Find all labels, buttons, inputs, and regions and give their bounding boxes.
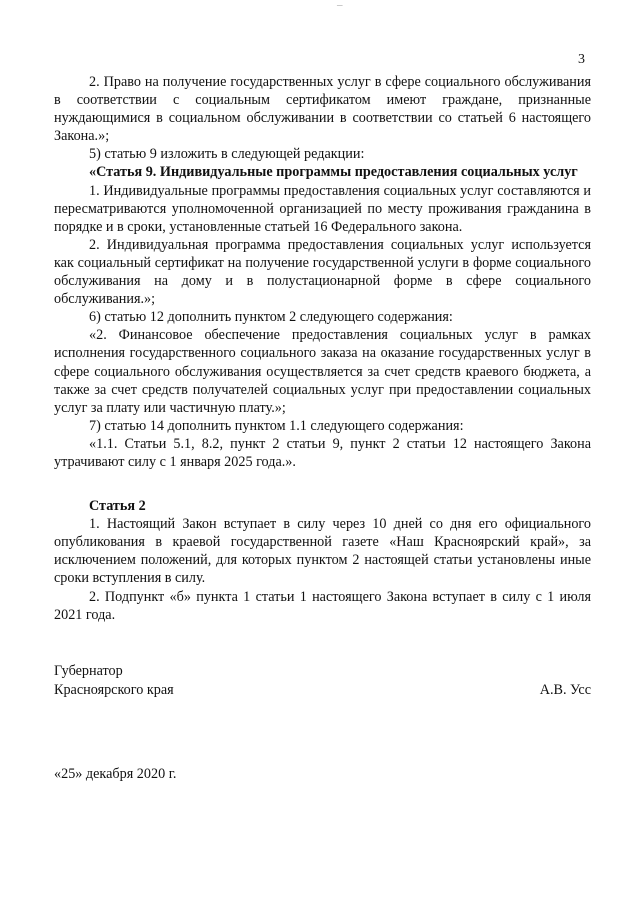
signatory-name: А.В. Усс: [539, 681, 591, 698]
signatory-title-line-2: Красноярского края: [54, 681, 174, 698]
document-body: [54, 73, 591, 624]
paragraph-amend-article-9: 5) статью 9 изложить в следующей редакции:: [89, 146, 365, 163]
paragraph-right-to-services: 2. Право на получение государственных услуг в сфере социального обслуживания в соответствии с социальным сертификатом имеют граждане, признанные нуждающимися в социальном обслуживании в соответствии со статьей 6 настоящего Закона.»;: [54, 74, 591, 145]
article-9-heading: «Статья 9. Индивидуальные программы предоставления социальных услуг: [89, 164, 578, 181]
paragraph-individual-programs: 1. Индивидуальные программы предоставления социальных услуг составляются и пересматриваются уполномоченной организацией по месту проживания гражданина в порядке и в сроки, установленные статьей 16 Федерального закона.: [54, 182, 591, 235]
signature-block: [54, 662, 591, 699]
article-2-paragraph-1: 1. Настоящий Закон вступает в силу через 10 дней со дня его официального опубликования в краевой государственной газете «Наш Красноярский край», за исключением положений, для которых пунктом 2 настоящей статьи установлены иные сроки вступления в силу.: [54, 516, 591, 587]
document-date: «25» декабря 2020 г.: [54, 766, 177, 782]
page-number: 3: [578, 52, 585, 67]
paragraph-financing: «2. Финансовое обеспечение предоставления социальных услуг в рамках исполнения государственного социального заказа на оказание государственных услуг в сфере социального обслуживания осуществляется за счет средств краевого бюджета, а также за счет средств получателей социальных услуг при предоставлении социальных услуг за плату или частичную плату.»;: [54, 327, 591, 416]
signatory-title-line-1: Губернатор: [54, 663, 123, 679]
paragraph-amend-article-14: 7) статью 14 дополнить пунктом 1.1 следующего содержания:: [89, 417, 464, 434]
top-mark: –: [337, 0, 343, 11]
article-2-heading: Статья 2: [89, 498, 146, 515]
paragraph-lose-force: «1.1. Статьи 5.1, 8.2, пункт 2 статьи 9, пункт 2 статьи 12 настоящего Закона утрачивают силу с 1 января 2025 года.».: [54, 435, 591, 470]
paragraph-amend-article-12: 6) статью 12 дополнить пунктом 2 следующего содержания:: [89, 309, 453, 326]
article-2-paragraph-2: 2. Подпункт «б» пункта 1 статьи 1 настоящего Закона вступает в силу с 1 июля 2021 года.: [54, 588, 591, 623]
paragraph-program-as-certificate: 2. Индивидуальная программа предоставления социальных услуг используется как социальный сертификат на получение государственной услуги в форме социального обслуживания на дому и в полустационарной форме в сфере социального обслуживания.»;: [54, 236, 591, 308]
